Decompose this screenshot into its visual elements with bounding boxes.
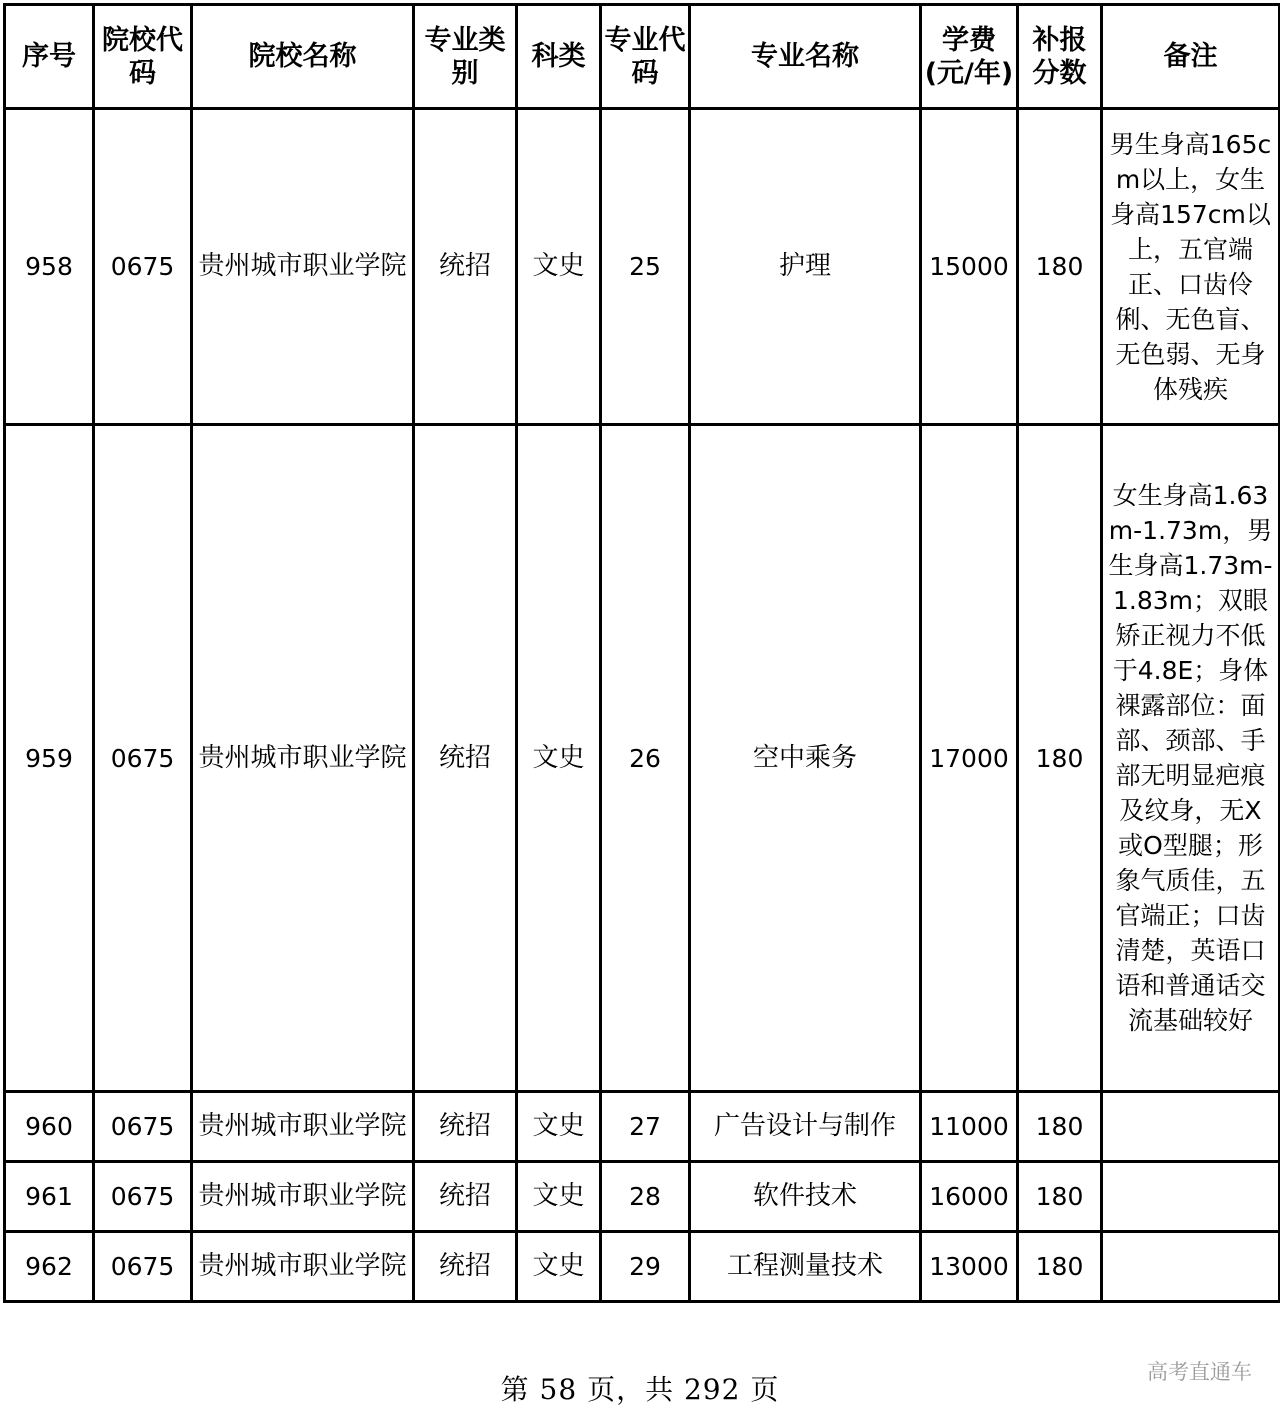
header-score: 补报分数 — [1018, 5, 1102, 109]
cell-score: 180 — [1018, 1232, 1102, 1302]
cell-subject: 文史 — [517, 109, 601, 425]
cell-tuition: 16000 — [921, 1162, 1018, 1232]
cell-school-name: 贵州城市职业学院 — [192, 1162, 414, 1232]
cell-major-category: 统招 — [414, 109, 517, 425]
header-major-category: 专业类别 — [414, 5, 517, 109]
cell-school-name: 贵州城市职业学院 — [192, 425, 414, 1092]
table-row — [5, 109, 1280, 425]
cell-major-category: 统招 — [414, 1162, 517, 1232]
cell-subject: 文史 — [517, 1232, 601, 1302]
cell-score: 180 — [1018, 425, 1102, 1092]
cell-seq: 959 — [5, 425, 94, 1092]
cell-major-name: 空中乘务 — [690, 425, 921, 1092]
header-row — [5, 5, 1280, 109]
cell-major-category: 统招 — [414, 425, 517, 1092]
header-seq: 序号 — [5, 5, 94, 109]
cell-tuition: 15000 — [921, 109, 1018, 425]
cell-major-name: 工程测量技术 — [690, 1232, 921, 1302]
header-tuition: 学费(元/年) — [921, 5, 1018, 109]
cell-school-code: 0675 — [94, 1092, 192, 1162]
cell-school-code: 0675 — [94, 109, 192, 425]
table-row — [5, 425, 1280, 1092]
cell-tuition: 11000 — [921, 1092, 1018, 1162]
cell-major-name: 广告设计与制作 — [690, 1092, 921, 1162]
cell-major-category: 统招 — [414, 1092, 517, 1162]
table-row — [5, 1232, 1280, 1302]
cell-major-code: 26 — [601, 425, 690, 1092]
cell-seq: 961 — [5, 1162, 94, 1232]
cell-major-code: 29 — [601, 1232, 690, 1302]
cell-subject: 文史 — [517, 1092, 601, 1162]
cell-score: 180 — [1018, 1162, 1102, 1232]
cell-remark: 男生身高165cm以上，女生身高157cm以上，五官端正、口齿伶俐、无色盲、无色弱、无身体残疾 — [1102, 109, 1280, 425]
cell-seq: 958 — [5, 109, 94, 425]
cell-school-code: 0675 — [94, 1162, 192, 1232]
admissions-table — [3, 3, 1280, 1303]
cell-remark — [1102, 1092, 1280, 1162]
cell-subject: 文史 — [517, 1162, 601, 1232]
cell-school-name: 贵州城市职业学院 — [192, 109, 414, 425]
cell-remark — [1102, 1162, 1280, 1232]
cell-major-code: 27 — [601, 1092, 690, 1162]
cell-seq: 962 — [5, 1232, 94, 1302]
cell-score: 180 — [1018, 1092, 1102, 1162]
cell-tuition: 13000 — [921, 1232, 1018, 1302]
header-major-code: 专业代码 — [601, 5, 690, 109]
table-row — [5, 1092, 1280, 1162]
cell-major-name: 软件技术 — [690, 1162, 921, 1232]
cell-major-category: 统招 — [414, 1232, 517, 1302]
cell-school-name: 贵州城市职业学院 — [192, 1092, 414, 1162]
cell-school-name: 贵州城市职业学院 — [192, 1232, 414, 1302]
header-remark: 备注 — [1102, 5, 1280, 109]
page-number: 第 58 页，共 292 页 — [500, 1373, 780, 1406]
cell-tuition: 17000 — [921, 425, 1018, 1092]
cell-remark: 女生身高1.63m-1.73m，男生身高1.73m-1.83m；双眼矫正视力不低于4.8E；身体裸露部位：面部、颈部、手部无明显疤痕及纹身，无X或O型腿；形象气质佳，五官端正；口齿清楚，英语口语和普通话交流基础较好 — [1102, 425, 1280, 1092]
header-school-name: 院校名称 — [192, 5, 414, 109]
header-subject: 科类 — [517, 5, 601, 109]
cell-school-code: 0675 — [94, 425, 192, 1092]
cell-seq: 960 — [5, 1092, 94, 1162]
table-row — [5, 1162, 1280, 1232]
cell-remark — [1102, 1232, 1280, 1302]
cell-subject: 文史 — [517, 425, 601, 1092]
header-school-code: 院校代码 — [94, 5, 192, 109]
cell-major-code: 28 — [601, 1162, 690, 1232]
header-major-name: 专业名称 — [690, 5, 921, 109]
cell-major-code: 25 — [601, 109, 690, 425]
watermark-text: 高考直通车 — [1147, 1360, 1252, 1384]
cell-score: 180 — [1018, 109, 1102, 425]
cell-major-name: 护理 — [690, 109, 921, 425]
cell-school-code: 0675 — [94, 1232, 192, 1302]
